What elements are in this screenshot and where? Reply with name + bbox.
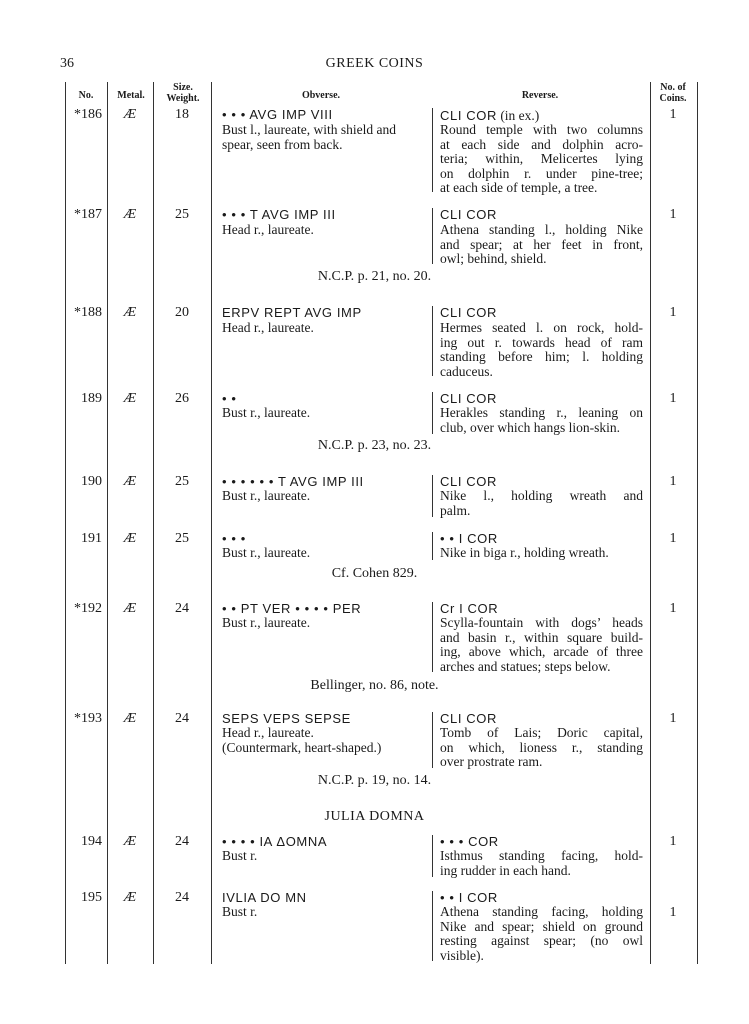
- header-reverse: Reverse.: [521, 90, 559, 101]
- reverse-line: Tomb of Lais; Doric capital,: [440, 725, 643, 740]
- reverse-line: teria; within, Melicertes lying: [440, 151, 643, 166]
- reverse-legend: Cr I COR: [440, 601, 499, 616]
- reference-note: N.C.P. p. 23, no. 23.: [317, 438, 432, 453]
- reverse-legend: • • I COR: [440, 890, 498, 905]
- reverse-rule: [432, 602, 433, 672]
- obverse-description: [222, 905, 257, 920]
- entry-size: 25: [175, 474, 189, 489]
- reference-note: Bellinger, no. 86, note.: [310, 678, 439, 693]
- header-coins: [651, 82, 695, 104]
- reverse-description: [440, 726, 643, 770]
- reverse-line: arches and statues; steps below.: [440, 658, 611, 674]
- obverse-description: [222, 849, 257, 864]
- obverse-line: Bust r., laureate.: [222, 488, 311, 503]
- obverse-description: [222, 406, 310, 421]
- entry-metal: Æ: [123, 207, 137, 222]
- reverse-description: [440, 849, 643, 878]
- reference-note: Cf. Cohen 829.: [331, 566, 418, 581]
- obverse-line: Bust l., laureate, with shield and: [222, 122, 396, 137]
- coin-count: 1: [669, 711, 677, 726]
- coin-count: 1: [669, 107, 677, 122]
- reverse-line: ing, above which, arcade of three: [440, 644, 643, 659]
- reverse-legend: CLI COR: [440, 711, 497, 726]
- entry-metal: Æ: [123, 834, 137, 849]
- reverse-line: Scylla-fountain with dogs’ heads: [440, 615, 643, 630]
- reverse-rule: [432, 712, 433, 768]
- reverse-legend: • • • COR: [440, 834, 499, 849]
- header-coins-line2: Coins.: [659, 93, 687, 104]
- reverse-line: Nike and spear; shield on ground: [440, 918, 643, 934]
- header-metal: Metal.: [117, 90, 145, 101]
- running-title: GREEK COINS: [325, 56, 424, 71]
- column-rule: [211, 82, 212, 964]
- obverse-line: Bust r., laureate.: [222, 545, 311, 560]
- header-no: No.: [78, 90, 94, 101]
- obverse-description: [222, 489, 310, 504]
- obverse-line: Head r., laureate.: [222, 320, 314, 335]
- entry-number: 191: [81, 531, 102, 546]
- reverse-line: palm.: [440, 502, 471, 518]
- obverse-description: [222, 726, 381, 755]
- obverse-legend: • • •: [222, 531, 246, 546]
- coin-count: 1: [669, 905, 677, 920]
- entry-metal: Æ: [123, 601, 137, 616]
- reference-note: N.C.P. p. 19, no. 14.: [317, 773, 432, 788]
- reverse-description: [440, 321, 643, 379]
- obverse-line: (Countermark, heart-shaped.): [222, 739, 382, 755]
- coin-count: 1: [669, 305, 677, 320]
- obverse-legend: • • • • IA ΔOMNA: [222, 834, 328, 849]
- reverse-line: at each side of temple, a tree.: [440, 180, 598, 195]
- reverse-line: Herakles standing r., leaning on: [440, 405, 643, 420]
- reverse-line: owl; behind, shield.: [440, 251, 547, 266]
- reverse-line: resting against spear; (no owl: [440, 933, 643, 948]
- reverse-line: ing out r. towards head of ram: [440, 334, 643, 350]
- reverse-line: on which, lioness r., standing: [440, 739, 643, 755]
- obverse-description: [222, 546, 310, 561]
- entry-size: 18: [175, 107, 189, 122]
- section-heading: JULIA DOMNA: [324, 809, 425, 824]
- header-size-line2: Weight.: [166, 93, 200, 104]
- entry-size: 24: [175, 834, 189, 849]
- entry-metal: Æ: [123, 107, 137, 122]
- reverse-description: [440, 406, 643, 435]
- reverse-rule: [432, 475, 433, 517]
- column-rule: [697, 82, 698, 964]
- reverse-line: standing before him; l. holding: [440, 349, 643, 364]
- obverse-line: Head r., laureate.: [222, 222, 314, 237]
- entry-metal: Æ: [123, 391, 137, 406]
- entry-metal: Æ: [123, 474, 137, 489]
- reverse-description: [440, 489, 643, 518]
- header-size-line1: Size.: [173, 82, 193, 93]
- reverse-line: at each side and dolphin acro-: [440, 136, 643, 152]
- entry-metal: Æ: [123, 711, 137, 726]
- reference-note: N.C.P. p. 21, no. 20.: [317, 269, 432, 284]
- entry-number: *186: [74, 107, 102, 122]
- obverse-legend: • • • AVG IMP VIII: [222, 107, 333, 122]
- entry-size: 20: [175, 305, 189, 320]
- entry-metal: Æ: [123, 531, 137, 546]
- reverse-legend: CLI COR: [440, 474, 497, 489]
- reverse-rule: [432, 891, 433, 961]
- obverse-legend: • • • • • • T AVG IMP III: [222, 474, 364, 489]
- header-coins-line1: No. of: [660, 82, 686, 93]
- reverse-legend-note: (in ex.): [496, 108, 540, 123]
- reverse-line: Athena standing facing, holding: [440, 904, 643, 919]
- reverse-line: Isthmus standing facing, hold-: [440, 848, 643, 863]
- entry-size: 24: [175, 711, 189, 726]
- reverse-description: [440, 223, 643, 267]
- reverse-description: [440, 905, 643, 963]
- reverse-legend: CLI COR: [440, 108, 497, 123]
- entry-metal: Æ: [123, 305, 137, 320]
- header-obverse: Obverse.: [301, 90, 341, 101]
- obverse-line: Bust r., laureate.: [222, 405, 311, 420]
- entry-number: *188: [74, 305, 102, 320]
- reverse-rule: [432, 835, 433, 877]
- coin-count: 1: [669, 474, 677, 489]
- reverse-line: Round temple with two columns: [440, 122, 643, 137]
- reverse-line: ing rudder in each hand.: [440, 862, 571, 878]
- obverse-line: Bust r.: [222, 904, 258, 919]
- reverse-rule: [432, 208, 433, 264]
- coin-count: 1: [669, 531, 677, 546]
- page-number: 36: [60, 56, 74, 71]
- reverse-line: caduceus.: [440, 363, 493, 379]
- entry-size: 24: [175, 601, 189, 616]
- obverse-line: spear, seen from back.: [222, 136, 343, 152]
- obverse-legend: • • PT VER • • • • PER: [222, 601, 362, 616]
- entry-number: *192: [74, 601, 102, 616]
- entry-size: 26: [175, 391, 189, 406]
- obverse-line: Bust r.: [222, 848, 258, 863]
- entry-metal: Æ: [123, 890, 137, 905]
- entry-size: 25: [175, 207, 189, 222]
- coin-count: 1: [669, 601, 677, 616]
- reverse-rule: [432, 306, 433, 376]
- entry-number: 189: [81, 391, 102, 406]
- reverse-description: [440, 123, 643, 196]
- obverse-description: [222, 616, 310, 631]
- obverse-line: Bust r., laureate.: [222, 615, 311, 630]
- obverse-legend: ERPV REPT AVG IMP: [222, 305, 362, 320]
- header-size: [156, 82, 210, 104]
- entry-number: *187: [74, 207, 102, 222]
- reverse-legend: CLI COR: [440, 391, 497, 406]
- reverse-line: Nike l., holding wreath and: [440, 488, 643, 503]
- reverse-legend: CLI COR: [440, 305, 497, 320]
- obverse-legend: IVLIA DO MN: [222, 890, 307, 905]
- entry-size: 25: [175, 531, 189, 546]
- reverse-line: club, over which hangs lion-skin.: [440, 419, 620, 435]
- reverse-description: [440, 546, 609, 561]
- reverse-line: over prostrate ram.: [440, 754, 543, 769]
- reverse-legend: • • I COR: [440, 531, 498, 546]
- obverse-description: [222, 123, 396, 152]
- entry-number: *193: [74, 711, 102, 726]
- entry-number: 194: [81, 834, 102, 849]
- reverse-line: and spear; at her feet in front,: [440, 236, 643, 252]
- reverse-rule: [432, 392, 433, 434]
- reverse-line: Nike in biga r., holding wreath.: [440, 545, 609, 560]
- reverse-rule: [432, 532, 433, 560]
- reverse-line: Athena standing l., holding Nike: [440, 222, 643, 237]
- entry-size: 24: [175, 890, 189, 905]
- entry-number: 190: [81, 474, 102, 489]
- entry-number: 195: [81, 890, 102, 905]
- reverse-legend: CLI COR: [440, 207, 497, 222]
- reverse-line: Hermes seated l. on rock, hold-: [440, 320, 643, 335]
- reverse-line: on dolphin r. under pine-tree;: [440, 165, 643, 181]
- reverse-rule: [432, 108, 433, 192]
- obverse-description: [222, 223, 314, 238]
- coin-count: 1: [669, 834, 677, 849]
- obverse-legend: • • • T AVG IMP III: [222, 207, 336, 222]
- reverse-line: visible).: [440, 947, 484, 963]
- coin-count: 1: [669, 207, 677, 222]
- coin-count: 1: [669, 391, 677, 406]
- reverse-line: and basin r., within square build-: [440, 629, 643, 645]
- obverse-legend: • •: [222, 391, 237, 406]
- obverse-description: [222, 321, 314, 336]
- obverse-line: Head r., laureate.: [222, 725, 314, 740]
- reverse-description: [440, 616, 643, 674]
- obverse-legend: SEPS VEPS SEPSE: [222, 711, 351, 726]
